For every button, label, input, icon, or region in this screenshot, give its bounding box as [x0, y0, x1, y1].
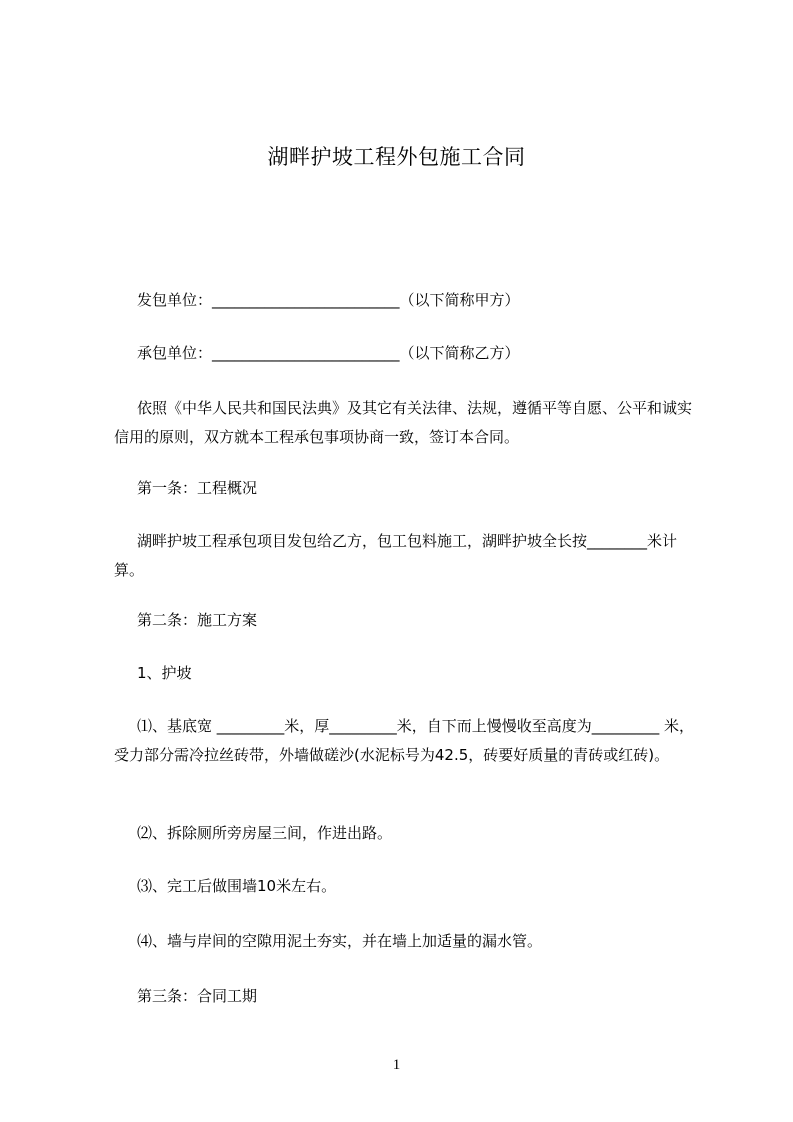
item-1-4-paragraph: ⑷、墙与岸间的空隙用泥土夯实，并在墙上加适量的漏水管。 — [137, 932, 543, 950]
item-1-heading: 1、护坡 — [137, 664, 192, 682]
preamble-paragraph: 依照《中华人民共和国民法典》及其它有关法律、法规，遵循平等自愿、公平和诚实信用的原则，双方就本工程承包事项协商一致，签订本合同。 — [114, 399, 693, 446]
document-title: 湖畔护坡工程外包施工合同 — [267, 145, 526, 169]
page-number: 1 — [392, 1057, 401, 1073]
article-1-body: 湖畔护坡工程承包项目发包给乙方，包工包料施工，湖畔护坡全长按________米计算。 — [114, 532, 678, 579]
party-a-line: 发包单位：_________________________（以下简称甲方） — [137, 291, 520, 309]
item-1-3-paragraph: ⑶、完工后做围墙10米左右。 — [137, 877, 337, 895]
article-1-heading: 第一条：工程概况 — [137, 479, 258, 497]
item-1-1-paragraph: ⑴、基底宽 _________米，厚_________米，自下而上慢慢收至高度为_________ 米，受力部分需冷拉丝砖带，外墙做磋沙(水泥标号为42.5，砖要好质量的青砖或红砖)。 — [114, 717, 695, 764]
party-b-line: 承包单位：_________________________（以下简称乙方） — [137, 344, 520, 362]
item-1-2-paragraph: ⑵、拆除厕所旁房屋三间，作进出路。 — [137, 824, 393, 842]
article-2-heading: 第二条：施工方案 — [137, 611, 258, 629]
article-3-heading: 第三条：合同工期 — [137, 987, 258, 1005]
